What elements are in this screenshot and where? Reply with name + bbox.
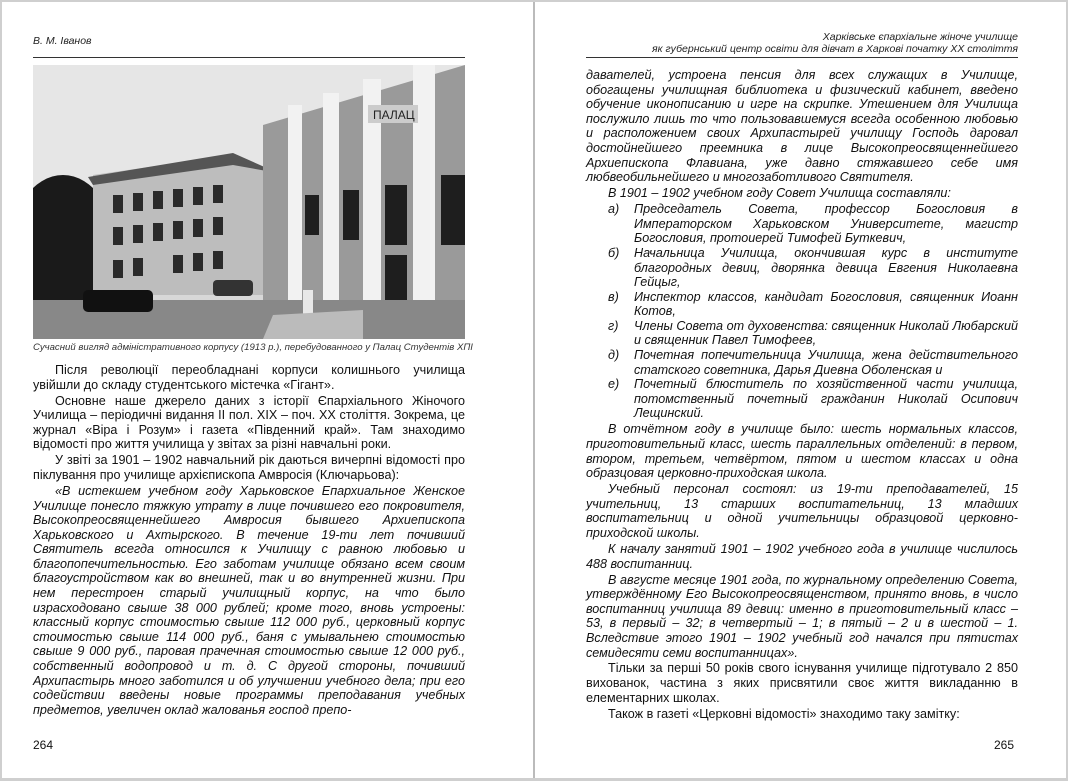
list-item	[608, 319, 1018, 348]
list-text: Председатель Совета, профессор Богословия в Императорском Харьковском Университете, магистр Богословия, протоиерей Тимофей Буткевич,	[634, 202, 1018, 246]
header-line: Харківське єпархіальне жіноче училище	[822, 31, 1018, 43]
list-item	[608, 290, 1018, 319]
list-marker: а)	[608, 202, 620, 217]
building-photo	[33, 65, 465, 339]
left-body-text	[33, 363, 465, 719]
list-item	[608, 348, 1018, 377]
list-text: Инспектор классов, кандидат Богословия, священник Иоанн Котов,	[634, 289, 1018, 319]
paragraph: Тільки за перші 50 років свого існування училище підготувало 2 850 вихованок, частина з яких присвятили своє життя викладанню в елементарних школах.	[586, 661, 1018, 705]
quote-paragraph: В отчётном году в училище было: шесть нормальных классов, приготовительный класс, шесть параллельных отделений: в первом, втором, третьем, четвёртом, пятом и шестом классах и одна образцовая церковно-приходская школа.	[586, 422, 1018, 481]
list-item	[608, 377, 1018, 421]
list-text: Члены Совета от духовенства: священник Николай Любарский и священник Павел Тимофеев,	[634, 318, 1018, 348]
page-number: 265	[994, 738, 1015, 752]
paragraph: Також в газеті «Церковні відомості» знаходимо таку замітку:	[608, 706, 960, 721]
header-rule	[586, 57, 1018, 58]
photo-sign: ПАЛАЦ	[373, 108, 415, 122]
paragraph: У звіті за 1901 – 1902 навчальний рік даються вичерпні відомості про піклування про училище архієпископа Амвросія (Ключарьова):	[33, 453, 465, 482]
continuation-paragraph: давателей, устроена пенсия для всех служащих в Училище, обогащены училищная библиотека и физический кабинет, введено обучение иконописанию и игре на скрипке. Утешением для Училища послужило лишь то что пользовавшемуся всегда особенною любовью и расположением своих Архипастырей училищу Господь даровал достойнейшего преемника в лице Высокопреосвященнейшего Архиепископа Флавиана, уже давно стяжавшего себе имя любвеобильнейшего и многозаботливого Святителя.	[586, 68, 1018, 185]
running-header-author: В. М. Іванов	[33, 35, 92, 47]
list-intro: В 1901 – 1902 учебном году Совет Училища составляли:	[608, 186, 951, 201]
list-text: Почетный блюститель по хозяйственной части училища, потомственный почетный гражданин Николай Осипович Лещинский.	[634, 377, 1018, 421]
quote-paragraph: К началу занятий 1901 – 1902 учебного года в училище числилось 488 воспитанниц.	[586, 541, 1018, 571]
list-marker: г)	[608, 318, 619, 333]
list-item	[608, 202, 1018, 246]
page-number: 264	[33, 738, 54, 752]
photo-caption: Сучасний вигляд адміністративного корпусу (1913 р.), перебудованного у Палац Студентів ХПІ	[33, 342, 473, 353]
paragraph: Після революції переобладнані корпуси колишнього училища увійшли до складу студентського містечка «Гігант».	[33, 363, 465, 392]
quote-paragraph: В августе месяце 1901 года, по журнальному определению Совета, утверждённому Его Высокопреосвященством, принято вновь, в число воспитанниц училища 89 девиц: именно в приготовительный класс – 53, в первый – 32; в четвертый – 1; в пятый – 2 и в шестой – 1. Вследствие этого 1901 – 1902 учебный год начался при пятистах семидесяти семи воспитанницах».	[586, 572, 1018, 660]
paragraph: Основне наше джерело даних з історії Єпархіального Жіночого Училища – періодичні видання II пол. XIX – поч. XX століття. Зокрема, це журнал «Віра і Розум» і газета «Південний край». Там знаходимо відомості про життя училища у звітах за різні навчальні роки.	[33, 393, 465, 452]
right-page	[535, 2, 1066, 778]
quote-paragraph: Учебный персонал состоял: из 19-ти преподавателей, 15 учительниц, 13 старших воспитательниц, 13 младших воспитательниц и одной учительницы образцовой церковно-приходской школы.	[586, 482, 1018, 540]
list-marker: в)	[608, 289, 619, 304]
list-marker: е)	[608, 377, 620, 392]
running-header-title	[652, 31, 1018, 55]
council-list	[608, 202, 1018, 421]
right-body-text	[586, 68, 1018, 723]
header-line: як губернський центр освіти для дівчат в Харкові початку XX століття	[651, 43, 1018, 55]
list-marker: д)	[608, 348, 620, 363]
list-marker: б)	[608, 245, 620, 260]
list-text: Почетная попечительница Училища, жена действительного статского советника, Дарья Диевна Оболенская и	[634, 348, 1018, 377]
left-page	[2, 2, 533, 778]
header-rule	[33, 57, 465, 58]
list-item	[608, 246, 1018, 290]
list-text: Начальница Училища, окончившая курс в институте благородных девиц, дворянка девица Евгения Николаевна Гейцыг,	[634, 245, 1018, 290]
quote-paragraph: «В истекшем учебном году Харьковское Епархиальное Женское Училище понесло тяжкую утрату в лице почившего его покровителя, Высокопреосвященнейшего Амвросия бывшего Архиепископа Харьковского и Ахтырского. В течение 19-ти лет почивший Святитель всегда относился к Училищу с равною любовью и благопопечительностью. Его заботам училище обязано всем своим благоустройством как во внешней, так и во внутренней жизни. При нем перестроен старый училищный корпус, на что было израсходовано свыше 38 000 рублей; кроме того, вновь устроены: классный корпус стоимостью свыше 112 000 руб., церковный корпус стоимостью свыше 114 000 руб., баня с умывальнею стоимостью свыше 9 000 руб., паровая прачечная стоимостью свыше 12 000 руб., собственный водопровод и т. д. С другой стороны, почивший Архипастырь много заботился и об улучшении учебного дела; при его содействии введены новые программы преподавания учебных предметов, увеличен оклад жалованья господ препо-	[33, 483, 465, 717]
